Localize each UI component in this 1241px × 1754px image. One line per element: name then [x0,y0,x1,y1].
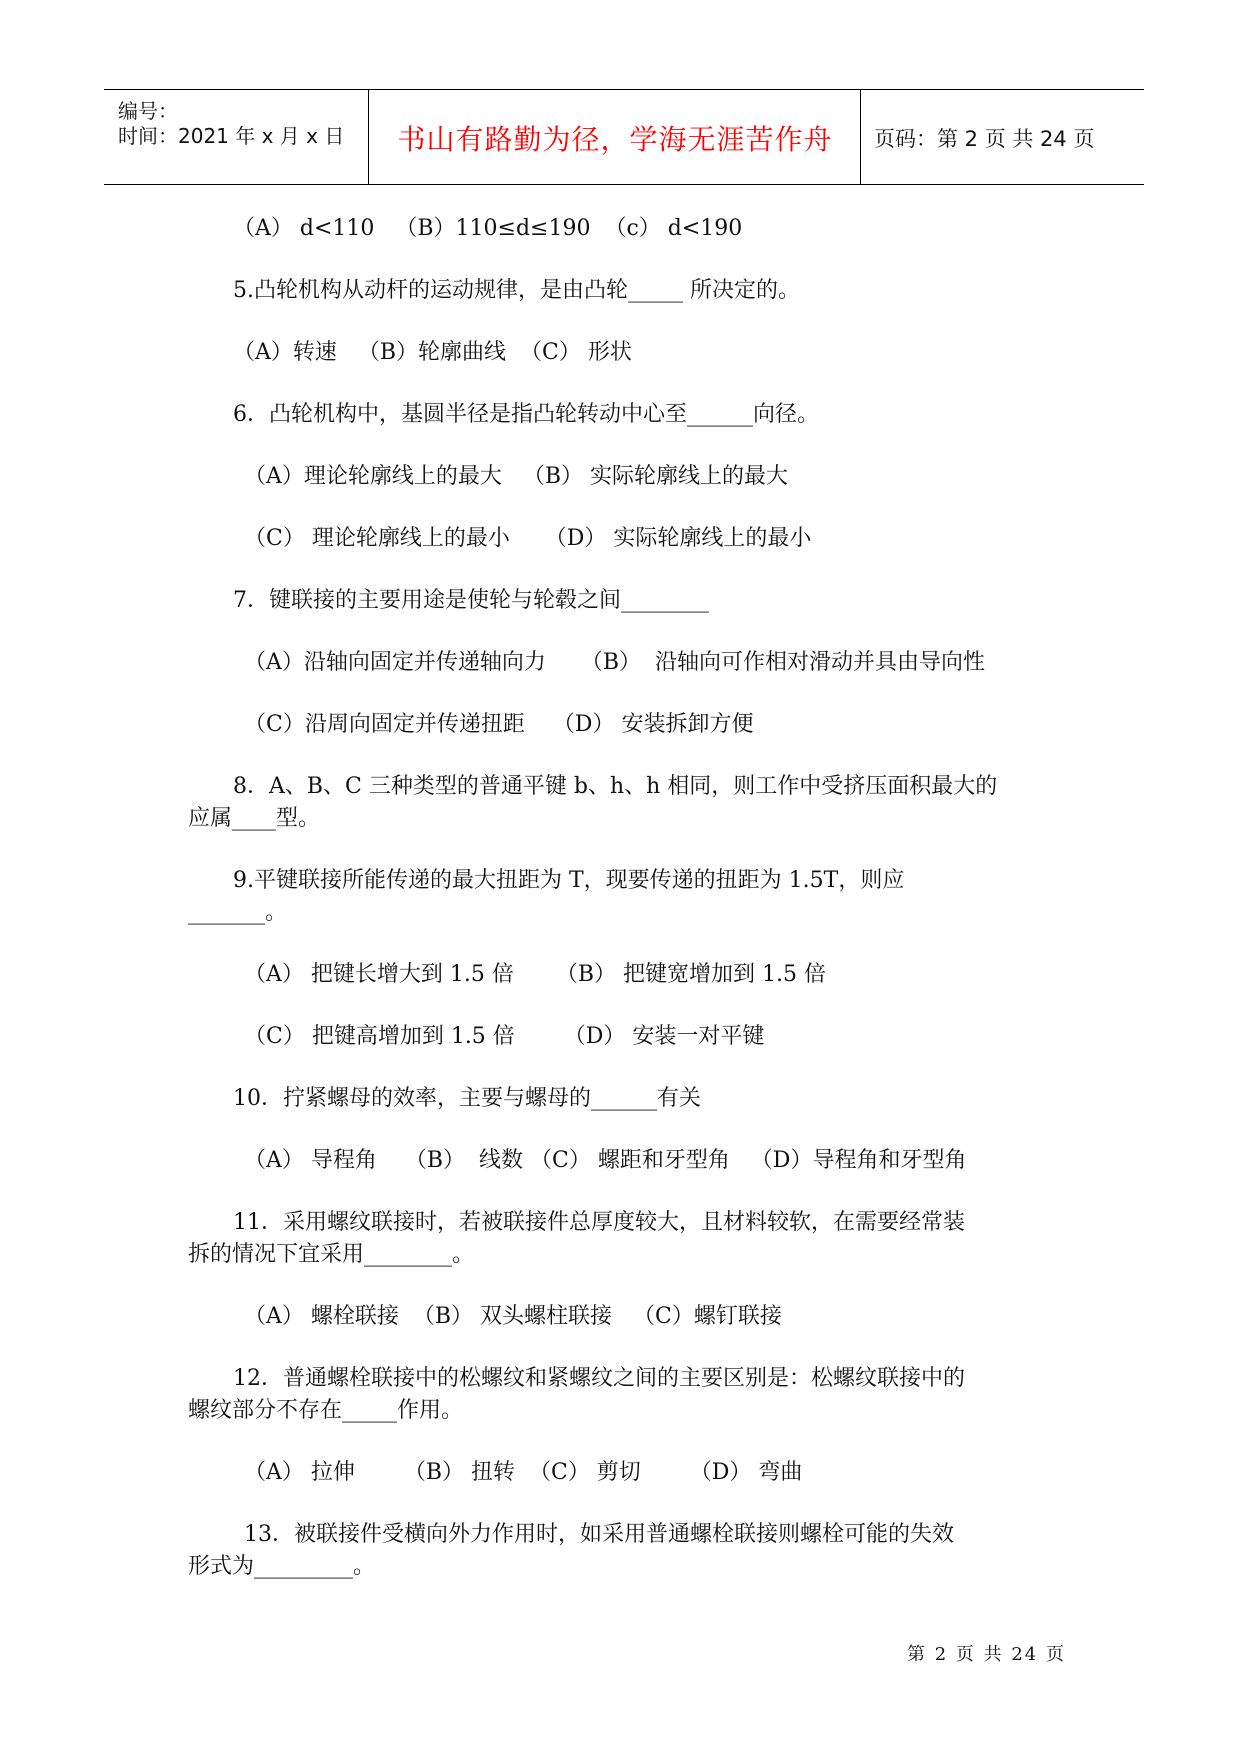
page-label: 页码：第 2 页 共 24 页 [874,127,1095,151]
number-label: 编号： [118,99,178,123]
q7-options-1: （A）沿轴向固定并传递轴向力 （B） 沿轴向可作相对滑动并具由导向性 [244,650,986,675]
header-motto-cell [370,90,861,184]
q9-options-2: （C） 把键高增加到 1.5 倍 （D） 安装一对平键 [244,1024,765,1049]
q6-options-2: （C） 理论轮廓线上的最小 （D） 实际轮廓线上的最小 [244,526,812,551]
header-table [104,89,1144,185]
q13-text-1: 13．被联接件受横向外力作用时，如采用普通螺栓联接则螺栓可能的失效 [244,1522,954,1547]
q5-options: （A）转速 （B）轮廓曲线 （C） 形状 [233,340,632,365]
q5-text: 5.凸轮机构从动杆的运动规律，是由凸轮_____ 所决定的。 [233,278,800,303]
q13-text-2: 形式为_________。 [188,1554,376,1579]
q6-options-1: （A）理论轮廓线上的最大 （B） 实际轮廓线上的最大 [244,464,789,489]
q11-text-2: 拆的情况下宜采用________。 [188,1242,475,1267]
q9-options-1: （A） 把键长增大到 1.5 倍 （B） 把键宽增加到 1.5 倍 [244,962,826,987]
page-footer: 第 2 页 共 24 页 [907,1644,1066,1665]
q10-text: 10．拧紧螺母的效率，主要与螺母的______有关 [233,1086,701,1111]
q11-text-1: 11．采用螺纹联接时，若被联接件总厚度较大，且材料较软，在需要经常装 [233,1210,965,1235]
q4-options: （A） d<110 （B）110≤d≤190 （c） d<190 [233,216,743,241]
q8-text-1: 8．A、B、C 三种类型的普通平键 b、h、h 相同，则工作中受挤压面积最大的 [233,774,998,799]
q10-options: （A） 导程角 （B） 线数 （C） 螺距和牙型角 （D）导程角和牙型角 [244,1148,967,1173]
q7-options-2: （C）沿周向固定并传递扭距 （D） 安装拆卸方便 [244,712,754,737]
motto: 书山有路勤为径，学海无涯苦作舟 [397,123,833,156]
header-page-cell [862,90,1144,184]
header-left-cell [104,90,369,184]
q6-text: 6．凸轮机构中，基圆半径是指凸轮转动中心至______向径。 [233,402,819,427]
q8-text-2: 应属____型。 [188,806,321,831]
time-label: 时间：2021 年 x 月 x 日 [118,124,345,148]
q7-text: 7．键联接的主要用途是使轮与轮毂之间________ [233,588,709,613]
q11-options: （A） 螺栓联接 （B） 双头螺柱联接 （C）螺钉联接 [244,1304,782,1329]
q12-options: （A） 拉伸 （B） 扭转 （C） 剪切 （D） 弯曲 [244,1460,803,1485]
q12-text-2: 螺纹部分不存在_____作用。 [188,1398,464,1423]
q12-text-1: 12．普通螺栓联接中的松螺纹和紧螺纹之间的主要区别是：松螺纹联接中的 [233,1366,965,1391]
q9-text-2: _______。 [188,900,288,925]
q9-text-1: 9.平键联接所能传递的最大扭距为 T，现要传递的扭距为 1.5T，则应 [233,868,905,893]
